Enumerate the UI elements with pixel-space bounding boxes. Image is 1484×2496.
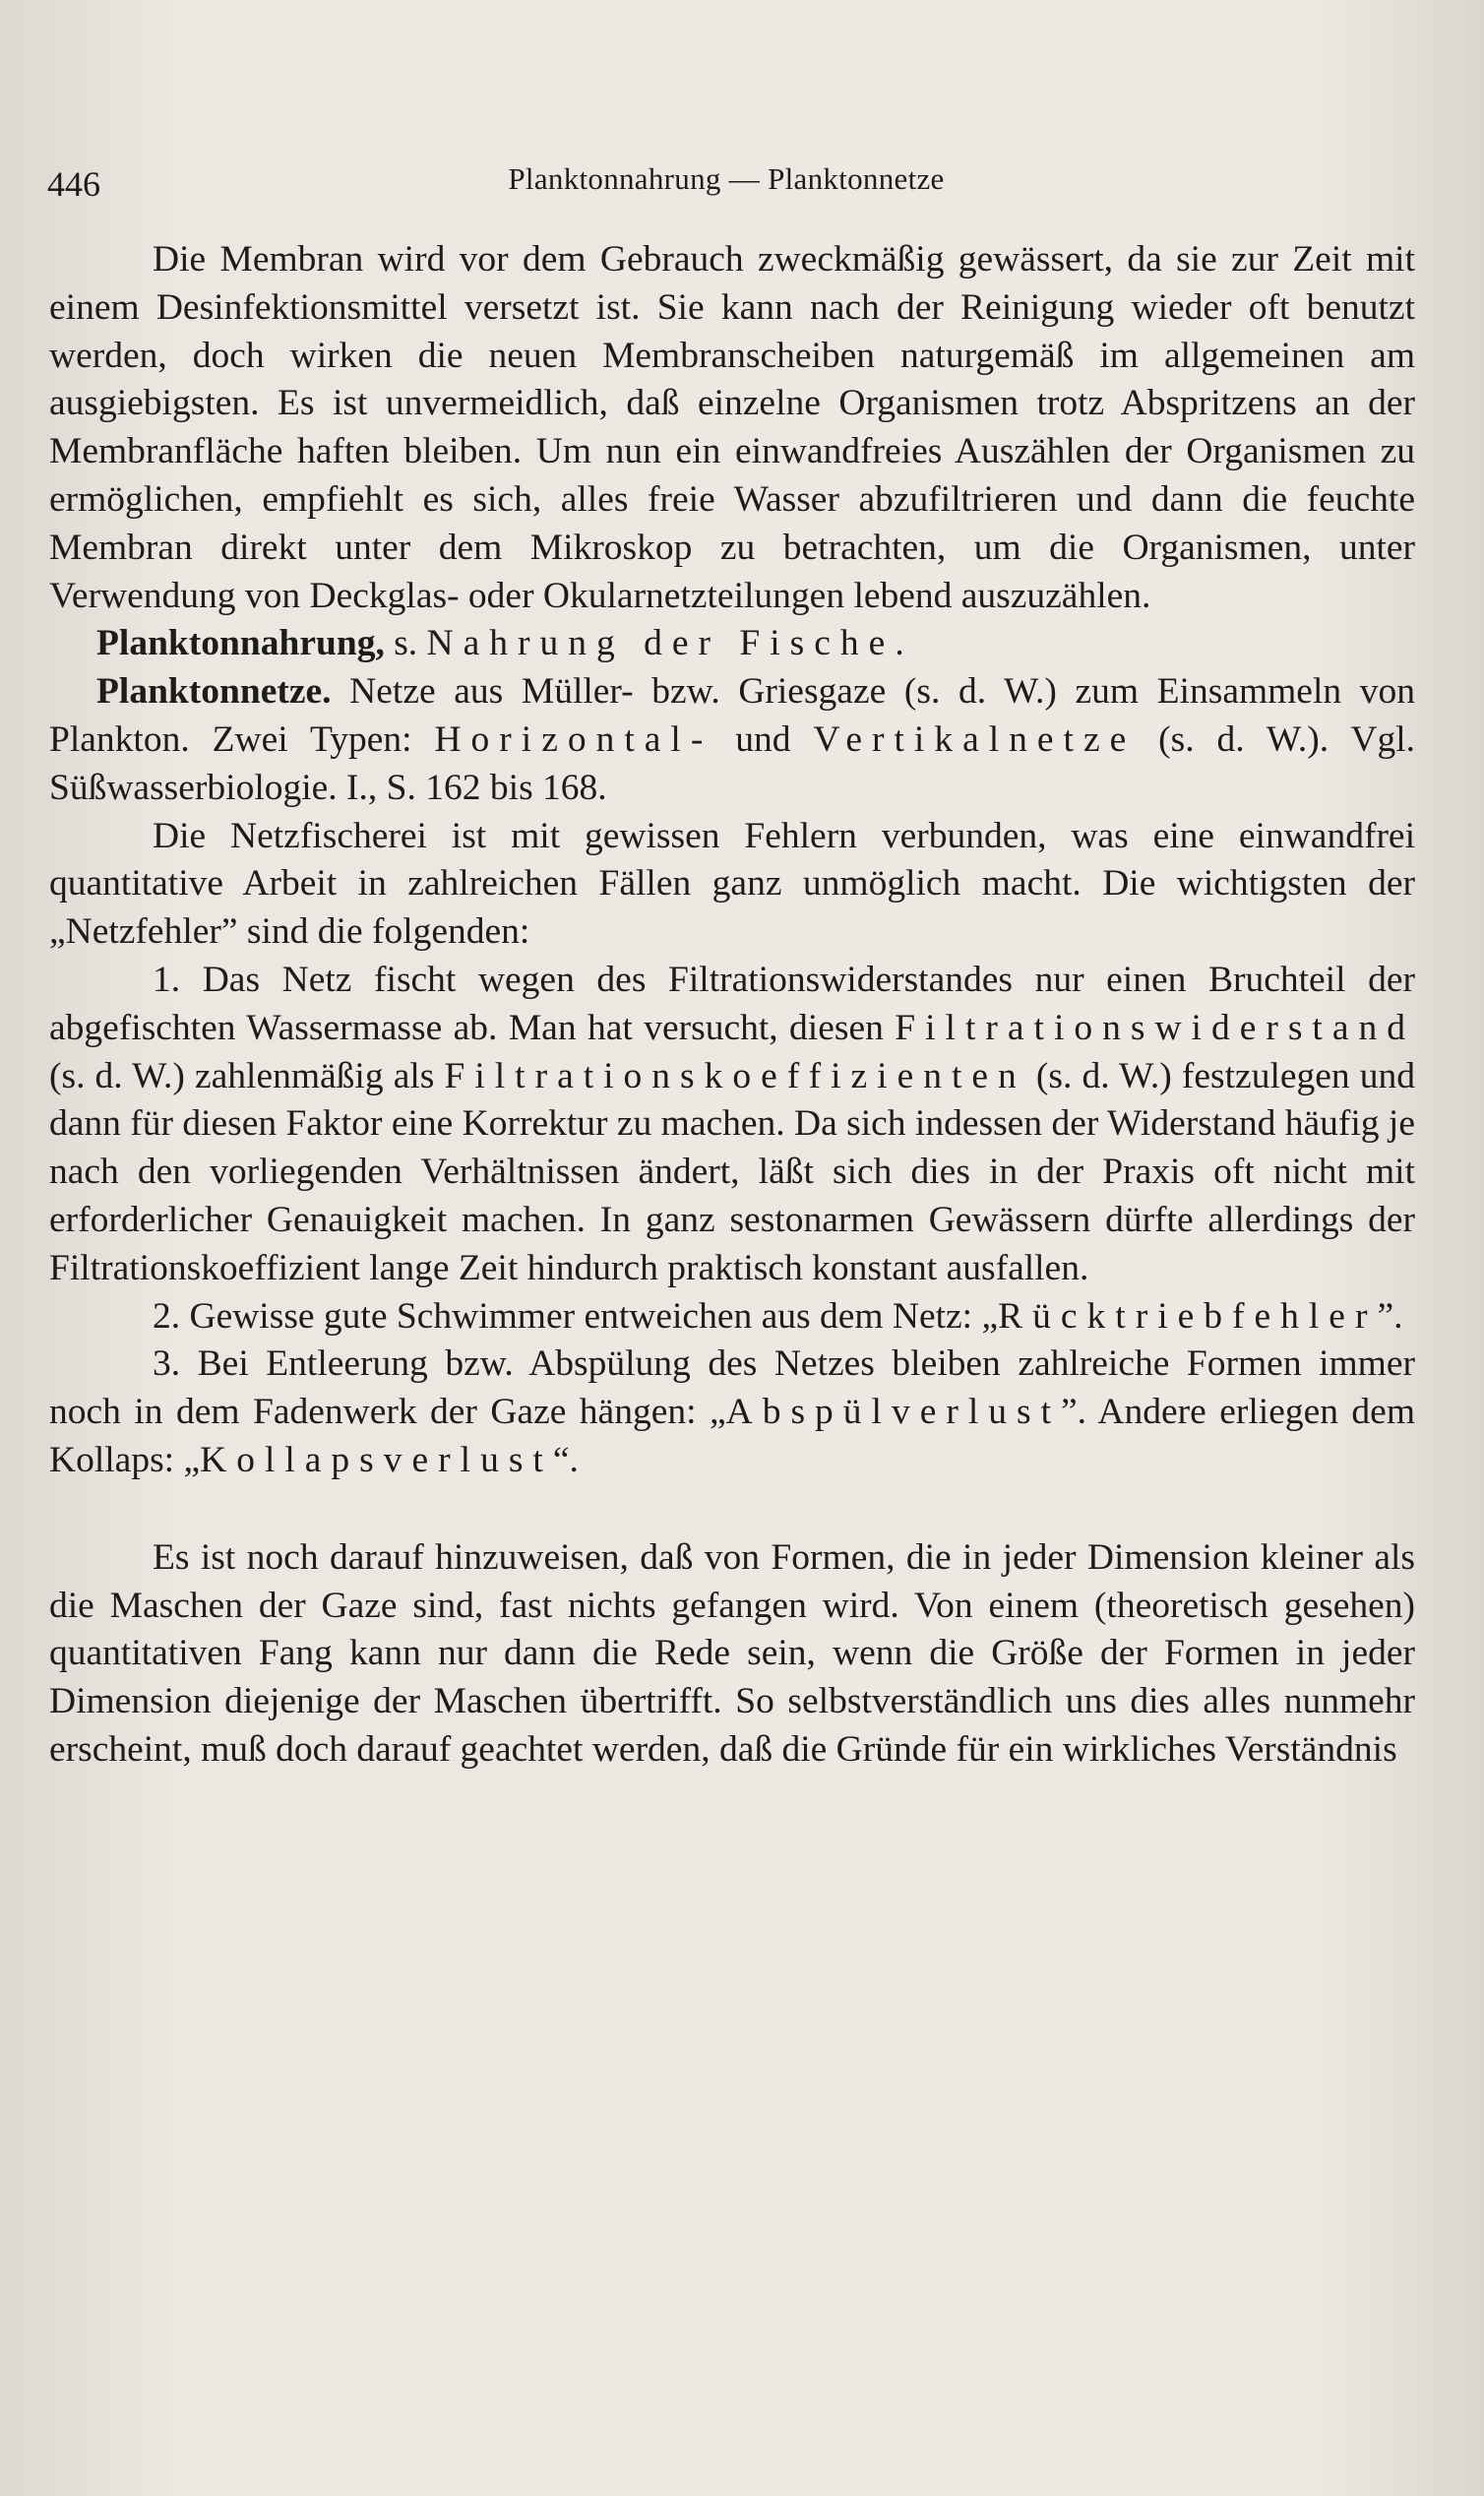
list-item-3: 3. Bei Entleerung bzw. Abspülung des Netzes bleiben zahlreiche Formen immer noch in dem Fadenwerk der Gaze hängen: „Abspülverlust”. Andere erliegen dem Kollaps: „Kollapsverlust“. [49, 1343, 1415, 1480]
paragraph-final: Es ist noch darauf hinzuweisen, daß von Formen, die in jeder Dimension kleiner als die Maschen der Gaze sind, fast nichts gefangen wird. Von einem (theoretisch gesehen) quantitativen Fang kann nur dann die Rede sein, wenn die Größe der Formen in jeder Dimension diejenige der Maschen übertrifft. So selbstverständlich uns dies alles nunmehr erscheint, muß doch darauf geachtet werden, daß die Gründe für ein wirkliches Verständnis [49, 1536, 1415, 1770]
body-text [49, 236, 1415, 1775]
spaced-term: Rücktriebfehler [998, 1295, 1378, 1337]
cross-reference: Horizontal- [434, 718, 713, 760]
spaced-term: Filtrationswiderstand [895, 1007, 1415, 1048]
list-item-2: 2. Gewisse gute Schwimmer entweichen aus dem Netz: „Rücktriebfehler”. [153, 1295, 1403, 1337]
running-title: Planktonnahrung — Planktonnetze [508, 161, 945, 196]
spaced-term: Filtrationskoeffizienten [444, 1055, 1026, 1096]
spaced-term: Abspülverlust [725, 1392, 1062, 1433]
entry-planktonnetze: Planktonnetze. Netze aus Müller- bzw. Griesgaze (s. d. W.) zum Einsammeln von Plankton. Zwei Typen: Horizontal- und Vertikalnetze (s. d. W.). Vgl. Süßwasserbiologie. I., S. 162 bis 168. [49, 671, 1415, 808]
cross-reference: Vertikalnetze [813, 718, 1137, 760]
spaced-term: Kollapsverlust [200, 1439, 553, 1480]
entry-planktonnahrung: Planktonnahrung, s. Nahrung der Fische. [96, 623, 904, 664]
paragraph-netzfischerei: Die Netzfischerei ist mit gewissen Fehlern verbunden, was eine einwandfrei quantitative Arbeit in zahlreichen Fällen ganz unmöglich macht. Die wichtigsten der „Netzfehler” sind die folgenden: [49, 815, 1415, 953]
paragraph-gap [49, 1485, 1415, 1534]
page-header [47, 157, 1405, 217]
cross-reference: Nahrung der Fische [426, 623, 896, 664]
list-item-1: 1. Das Netz fischt wegen des Filtrationswiderstandes nur einen Bruchteil der abgefischten Wassermasse ab. Man hat versucht, diesen Filtrationswiderstand (s. d. W.) zahlenmäßig als Filtrationskoeffizienten (s. d. W.) festzulegen und dann für diesen Faktor eine Korrektur zu machen. Da sich indessen der Widerstand häufig je nach den vorliegenden Verhältnissen ändert, läßt sich dies in der Praxis oft nicht mit erforderlicher Genauigkeit machen. In ganz sestonarmen Gewässern dürfte allerdings der Filtrationskoeffizient lange Zeit hindurch praktisch konstant ausfallen. [49, 959, 1415, 1288]
entry-keyword: Planktonnahrung, [96, 623, 385, 664]
entry-keyword: Planktonnetze. [96, 671, 332, 713]
page-number: 446 [47, 164, 100, 204]
paragraph-membran: Die Membran wird vor dem Gebrauch zweckmäßig gewässert, da sie zur Zeit mit einem Desinfektionsmittel versetzt ist. Sie kann nach der Reinigung wieder oft benutzt werden, doch wirken die neuen Membranscheiben naturgemäß im allgemeinen am ausgiebigsten. Es ist unvermeidlich, daß einzelne Organismen trotz Abspritzens an der Membranfläche haften bleiben. Um nun ein einwandfreies Auszählen der Organismen zu ermöglichen, empfiehlt es sich, alles freie Wasser abzufiltrieren und dann die feuchte Membran direkt unter dem Mikroskop zu betrachten, um die Organismen, unter Verwendung von Deckglas- oder Okularnetzteilungen lebend auszuzählen. [49, 239, 1415, 616]
